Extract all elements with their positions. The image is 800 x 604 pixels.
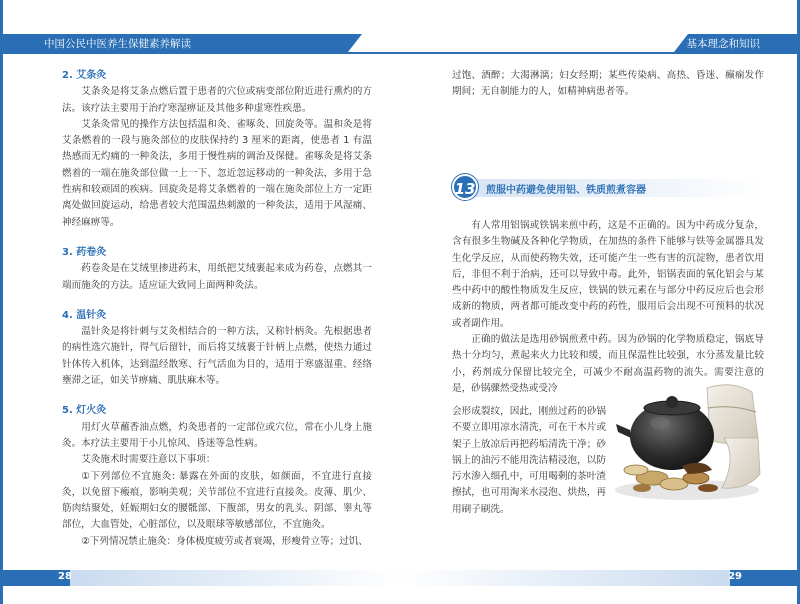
topic-heading bbox=[452, 179, 766, 197]
left-footer-bar bbox=[0, 570, 400, 586]
paragraph: 用灯火草蘸香油点燃，灼灸患者的一定部位或穴位，常在小儿身上施灸。本疗法主要用于小儿惊风、昏迷等急性病。 bbox=[62, 421, 372, 449]
paragraph: 艾条灸常见的操作方法包括温和灸、雀啄灸、回旋灸等。温和灸是将艾条燃着的一段与施灸部位的皮肤保持约 3 厘米的距离，使患者 1 有温热感而无灼痛的一种灸法，多用于慢性病的调治及保健。雀啄灸是将艾条燃着的一端在施灸部位做一上一下、忽近忽远移动的一种灸法，多用于急性病和较顽固的疾病。回旋灸是将艾条燃着的一端在施灸部位上方一定距离处做回旋运动，给患者较大范围温热刺激的一种灸法，适用于风湿痛、神经麻痹等。 bbox=[62, 118, 372, 228]
topic-title-bar bbox=[472, 179, 766, 197]
paragraph: ②下列情况禁止施灸：身体极度疲劳或者衰竭，形瘦骨立等；过饥、 bbox=[81, 535, 369, 547]
header-rule-left bbox=[0, 52, 400, 54]
section-title-aitiao: 2. 艾条灸 bbox=[62, 70, 107, 81]
page-number-right: 29 bbox=[728, 571, 742, 582]
chapter-title: 基本理念和知识 bbox=[686, 38, 760, 50]
paragraph: 过饱、酒醉；大渴淋漓；妇女经期；某些传染病、高热、昏迷、癫痫发作期间；无自制能力的人，如精神病患者等。 bbox=[452, 70, 764, 98]
paragraph: 有人常用铝锅或铁锅来煎中药，这是不正确的。因为中药成分复杂，含有很多生物碱及各种化学物质，在加热的条件下能够与铁等金属器具发生化学反应，从而使药物失效，还可能产生一些有害的沉淀物，患者饮用后，非但不利于治病，还可以导致中毒。此外，铝锅表面的氧化铝会与某些中药中的酸性物质发生反应，铁锅的铁元素在与部分中药反应后也会形成新的物质，两者都可能改变中药的药性，服用后会出现不可预料的状况或者副作用。 bbox=[452, 220, 764, 329]
right-page-body-wrap bbox=[452, 404, 606, 518]
section-title-denghuo: 5. 灯火灸 bbox=[62, 405, 107, 417]
topic-number-badge: 13 bbox=[452, 174, 478, 200]
left-edge-band bbox=[0, 0, 3, 604]
left-page-body bbox=[62, 68, 372, 550]
clay-pot-herbs-photo bbox=[612, 378, 762, 503]
left-running-header bbox=[0, 34, 348, 52]
paragraph: 会形成裂纹，因此，刚煎过药的砂锅不要立即用凉水清洗，可在干木片或架子上放凉后再把药垢清洗干净；砂锅上的油污不能用洗洁精浸泡，以防污水渗入细孔中，可用喝剩的茶叶渣擦拭，也可用淘米水浸泡、烘热，再用刷子刷洗。 bbox=[452, 406, 606, 515]
paragraph: ①下列部位不宜施灸: 暴露在外面的皮肤，如颜面，不宜进行直接灸，以免留下瘢痕，影响美观；关节部位不宜进行直接灸。皮薄、肌少、筋肉结聚处，妊娠期妇女的腰骶部、下腹部，男女的乳头、阴部、睾丸等部位，大血管处，心脏部位，以及眼球等敏感部位，不宜施灸。 bbox=[62, 470, 372, 531]
paragraph: 温针灸是将针刺与艾灸相结合的一种方法，又称针柄灸。先根据患者的病性选穴施针，得气后留针，而后将艾绒裹于针柄上点燃，使热力通过针体传入机体，达到温经散寒、行气活血为目的，适用于寒盛湿重、经络壅滞之证，如关节痹痛、肌肤麻木等。 bbox=[62, 326, 372, 387]
right-running-header bbox=[688, 34, 800, 52]
paragraph: 药卷灸是在艾绒里掺进药末，用纸把艾绒裹起来成为药卷，点燃其一端而施灸的方法。适应证大致同上面两种灸法。 bbox=[62, 263, 372, 291]
header-rule-right bbox=[400, 52, 800, 54]
section-title-wenzhen: 4. 温针灸 bbox=[62, 309, 107, 321]
paragraph: 正确的做法是选用砂锅煎煮中药。因为砂锅的化学物质稳定，锅底导热十分均匀，煮起来火力比较和缓，而且保温性比较强，水分蒸发量比较小，药剂成分保留比较完全，可减少不耐高温药物的流失。需要注意的是，砂锅骤然受热或受冷 bbox=[452, 334, 764, 394]
paragraph: 艾灸施术时需要注意以下事项： bbox=[81, 454, 216, 466]
page-number-left: 28 bbox=[58, 571, 72, 582]
book-title: 中国公民中医养生保健素养解读 bbox=[44, 38, 191, 50]
right-footer-bar bbox=[400, 570, 800, 586]
right-page-body-top bbox=[452, 68, 764, 101]
right-page-body-main bbox=[452, 218, 764, 397]
paragraph: 艾条灸是将艾条点燃后置于患者的穴位或病变部位附近进行熏灼的方法。该疗法主要用于治疗寒湿痹证及其他多种虚寒性疾患。 bbox=[62, 86, 372, 114]
topic-title: 煎服中药避免使用铝、铁质煎煮容器 bbox=[486, 185, 646, 196]
section-title-yaojuan: 3. 药卷灸 bbox=[62, 246, 107, 258]
